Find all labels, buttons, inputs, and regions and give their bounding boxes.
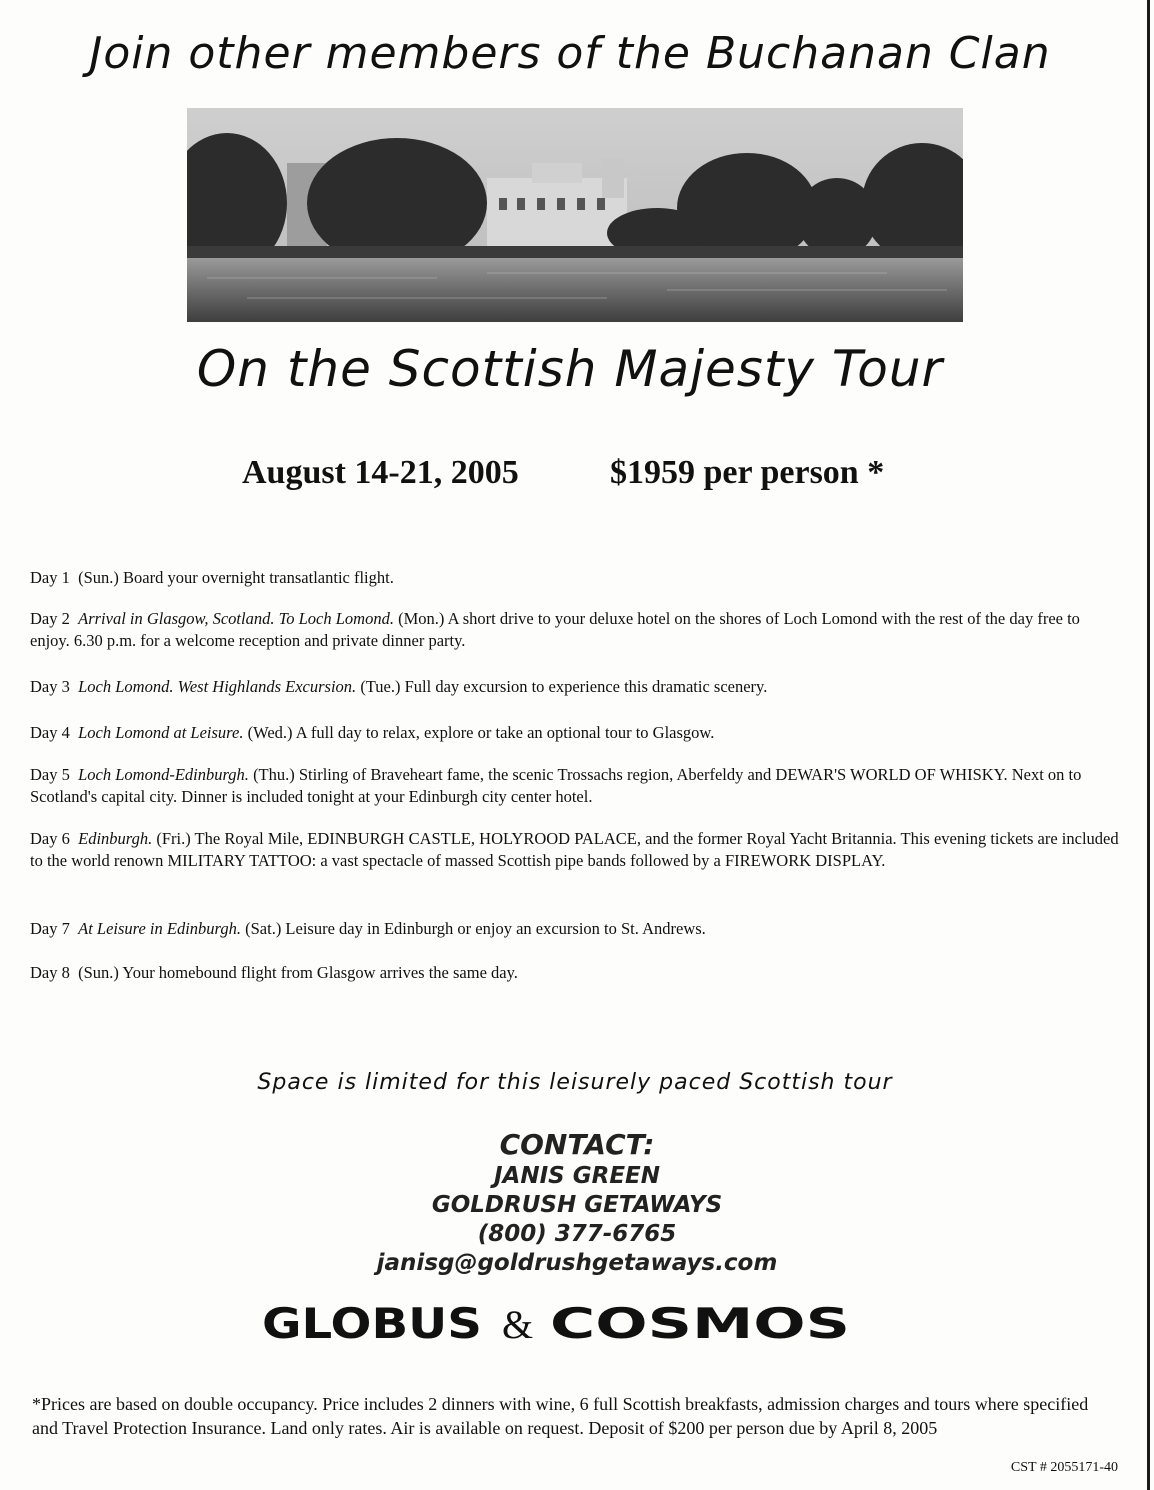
day-label: Day 4 [30,723,70,742]
tour-name: On the Scottish Majesty Tour [196,340,944,398]
itinerary-day-4 [30,722,1120,744]
tour-dates: August 14-21, 2005 [242,454,519,491]
logo-globus-text: GLOBUS [262,1299,482,1346]
itinerary-day-8 [30,962,1120,984]
itinerary-day-5 [30,764,1120,808]
day-label: Day 6 [30,829,70,848]
day-description: (Tue.) Full day excursion to experience this dramatic scenery. [360,677,768,696]
itinerary-day-2 [30,608,1120,652]
day-description: (Fri.) The Royal Mile, EDINBURGH CASTLE, HOLYROOD PALACE, and the former Royal Yacht Britannia. This evening tickets are included to the world renown MILITARY TATTOO: a vast spectacle of massed Scottish pipe bands followed by a FIREWORK DISPLAY. [30,829,1119,870]
castle-lake-photo [187,108,963,322]
day-place: Loch Lomond. West Highlands Excursion. [78,677,357,696]
itinerary-day-7 [30,918,1120,940]
itinerary-day-1 [30,567,1120,589]
day-place: Loch Lomond at Leisure. [78,723,244,742]
contact-heading: CONTACT: [499,1128,655,1161]
day-description: (Sat.) Leisure day in Edinburgh or enjoy an excursion to St. Andrews. [245,919,706,938]
day-place: Arrival in Glasgow, Scotland. To Loch Lomond. [78,609,394,628]
price-footnote: *Prices are based on double occupancy. Price includes 2 dinners with wine, 6 full Scottish breakfasts, admission charges and tours where specified and Travel Protection Insurance. Land only rates. Air is available on request. Deposit of $200 per person due by April 8, 2005 [32,1394,1089,1438]
itinerary-day-3 [30,676,1120,698]
itinerary-day-6 [30,828,1120,872]
day-description: (Sun.) Your homebound flight from Glasgow arrives the same day. [78,963,518,982]
day-description: (Sun.) Board your overnight transatlantic flight. [78,568,394,587]
day-label: Day 3 [30,677,70,696]
day-place: At Leisure in Edinburgh. [78,919,241,938]
logo-ampersand: & [502,1302,534,1346]
day-description: (Mon.) A short drive to your deluxe hotel on the shores of Loch Lomond with the rest of the day free to enjoy. 6.30 p.m. for a welcome reception and private dinner party. [30,609,1080,650]
logo-cosmos-text: COSMOS [550,1299,850,1346]
day-label: Day 8 [30,963,70,982]
day-label: Day 7 [30,919,70,938]
tour-price: $1959 per person * [610,454,885,491]
contact-name: JANIS GREEN [494,1163,660,1189]
globus-cosmos-logo [262,1296,862,1346]
day-label: Day 2 [30,609,70,628]
day-place: Edinburgh. [78,829,153,848]
contact-email[interactable]: janisg@goldrushgetaways.com [376,1250,778,1276]
contact-phone[interactable]: (800) 377-6765 [477,1221,677,1247]
headline: Join other members of the Buchanan Clan [89,28,1051,79]
day-label: Day 5 [30,765,70,784]
day-place: Loch Lomond-Edinburgh. [78,765,249,784]
cst-number: CST # 2055171-40 [1010,1460,1118,1475]
contact-company: GOLDRUSH GETAWAYS [431,1192,723,1218]
day-description: (Thu.) Stirling of Braveheart fame, the scenic Trossachs region, Aberfeldy and DEWAR'S WORLD OF WHISKY. Next on to Scotland's capital city. Dinner is included tonight at your Edinburgh city center hotel. [30,765,1082,806]
day-label: Day 1 [30,568,70,587]
day-description: (Wed.) A full day to relax, explore or take an optional tour to Glasgow. [247,723,715,742]
space-limited-note: Space is limited for this leisurely paced Scottish tour [257,1070,893,1095]
